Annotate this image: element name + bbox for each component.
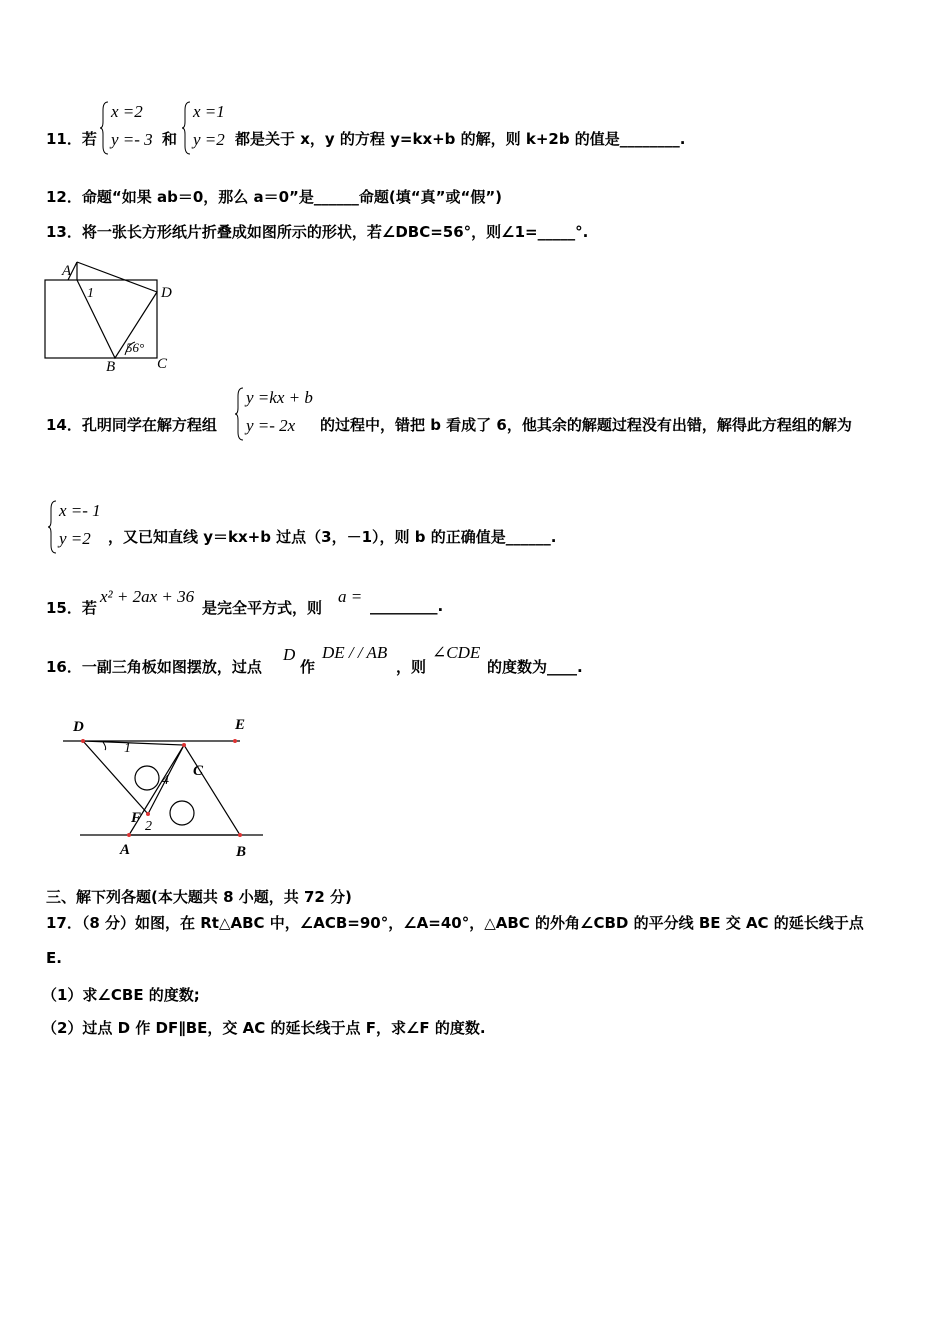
label-d: D	[161, 285, 172, 301]
brace-icon	[235, 386, 245, 442]
q17-line1: 17．（8 分）如图，在 Rt△ABC 中，∠ACB=90°，∠A=40°，△ABC 的外角∠CBD 的平分线 BE 交 AC 的延长线于点	[46, 914, 864, 932]
q11-prefix: 11．若	[46, 130, 97, 148]
q16-parallel: DE / / AB	[322, 643, 388, 662]
label-a: A	[62, 263, 72, 279]
q14-sol-row2: y =2	[59, 529, 91, 548]
q17-part1: （1）求∠CBE 的度数;	[42, 986, 200, 1004]
q15-variable: a =	[338, 587, 363, 606]
label-56: 56°	[126, 340, 145, 355]
q11-text: 都是关于 x，y 的方程 y=kx+b 的解，则 k+2b 的值是________.	[235, 130, 686, 148]
label-2: 2	[145, 819, 152, 834]
folded-flap	[77, 262, 157, 358]
label-angle-1: 1	[87, 286, 94, 301]
section-3-title: 三、解下列各题(本大题共 8 小题，共 72 分)	[46, 888, 352, 906]
q16-ze: ，则	[396, 658, 427, 676]
q11-sys1-row2: y =- 3	[111, 130, 153, 149]
q14-sys-row2: y =- 2x	[246, 416, 296, 435]
label-b: B	[106, 359, 116, 375]
q16-figure	[55, 712, 270, 862]
q11-system-1	[100, 100, 170, 156]
label-f: F	[131, 810, 142, 826]
q17-part2: （2）过点 D 作 DF∥BE，交 AC 的延长线于点 F，求∠F 的度数.	[42, 1019, 486, 1037]
q11-sys2-row1: x =1	[193, 102, 225, 121]
q16-angle: ∠CDE	[432, 643, 481, 662]
q11-system-2	[182, 100, 242, 156]
q15-prefix: 15．若	[46, 599, 97, 617]
label-a: A	[120, 842, 131, 858]
q15-mid: 是完全平方式，则	[202, 599, 323, 617]
q14-system	[235, 386, 325, 442]
q11-sys2-row2: y =2	[193, 130, 225, 149]
q17-line2: E.	[46, 949, 62, 967]
brace-icon	[182, 100, 192, 156]
q16-tail: 的度数为____.	[487, 658, 583, 676]
q14-text: 的过程中，错把 b 看成了 6，他其余的解题过程没有出错，解得此方程组的解为	[320, 416, 852, 434]
q15-expression: x² + 2ax + 36	[100, 587, 195, 606]
q13-figure	[40, 252, 185, 376]
label-1: 1	[124, 741, 131, 756]
brace-icon	[48, 499, 58, 555]
q13-text: 13．将一张长方形纸片折叠成如图所示的形状，若∠DBC=56°，则∠1=_____°.	[46, 223, 589, 241]
label-b: B	[236, 844, 247, 860]
q14-text2: ，又已知直线 y＝kx+b 过点（3，－1），则 b 的正确值是______.	[108, 528, 557, 546]
q11-sys1-row1: x =2	[111, 102, 143, 121]
q14-prefix: 14．孔明同学在解方程组	[46, 416, 217, 434]
q16-prefix: 16．一副三角板如图摆放，过点	[46, 658, 262, 676]
q14-sol-row1: x =- 1	[59, 501, 101, 520]
q12-text: 12．命题“如果 ab＝0，那么 a＝0”是______命题(填“真”或“假”)	[46, 188, 503, 206]
q16-zuo: 作	[300, 658, 316, 676]
q16-point-d: D	[283, 645, 296, 664]
circle-hole-1	[135, 766, 159, 790]
label-4: 4	[162, 773, 169, 788]
q14-sys-row1: y =kx + b	[246, 388, 313, 407]
label-d: D	[73, 719, 84, 735]
circle-hole-2	[170, 801, 194, 825]
q15-tail: _________.	[370, 597, 444, 615]
label-c: C	[193, 763, 204, 779]
label-e: E	[235, 717, 246, 733]
brace-icon	[100, 100, 110, 156]
label-c: C	[157, 356, 168, 372]
q11-and: 和	[162, 130, 178, 148]
